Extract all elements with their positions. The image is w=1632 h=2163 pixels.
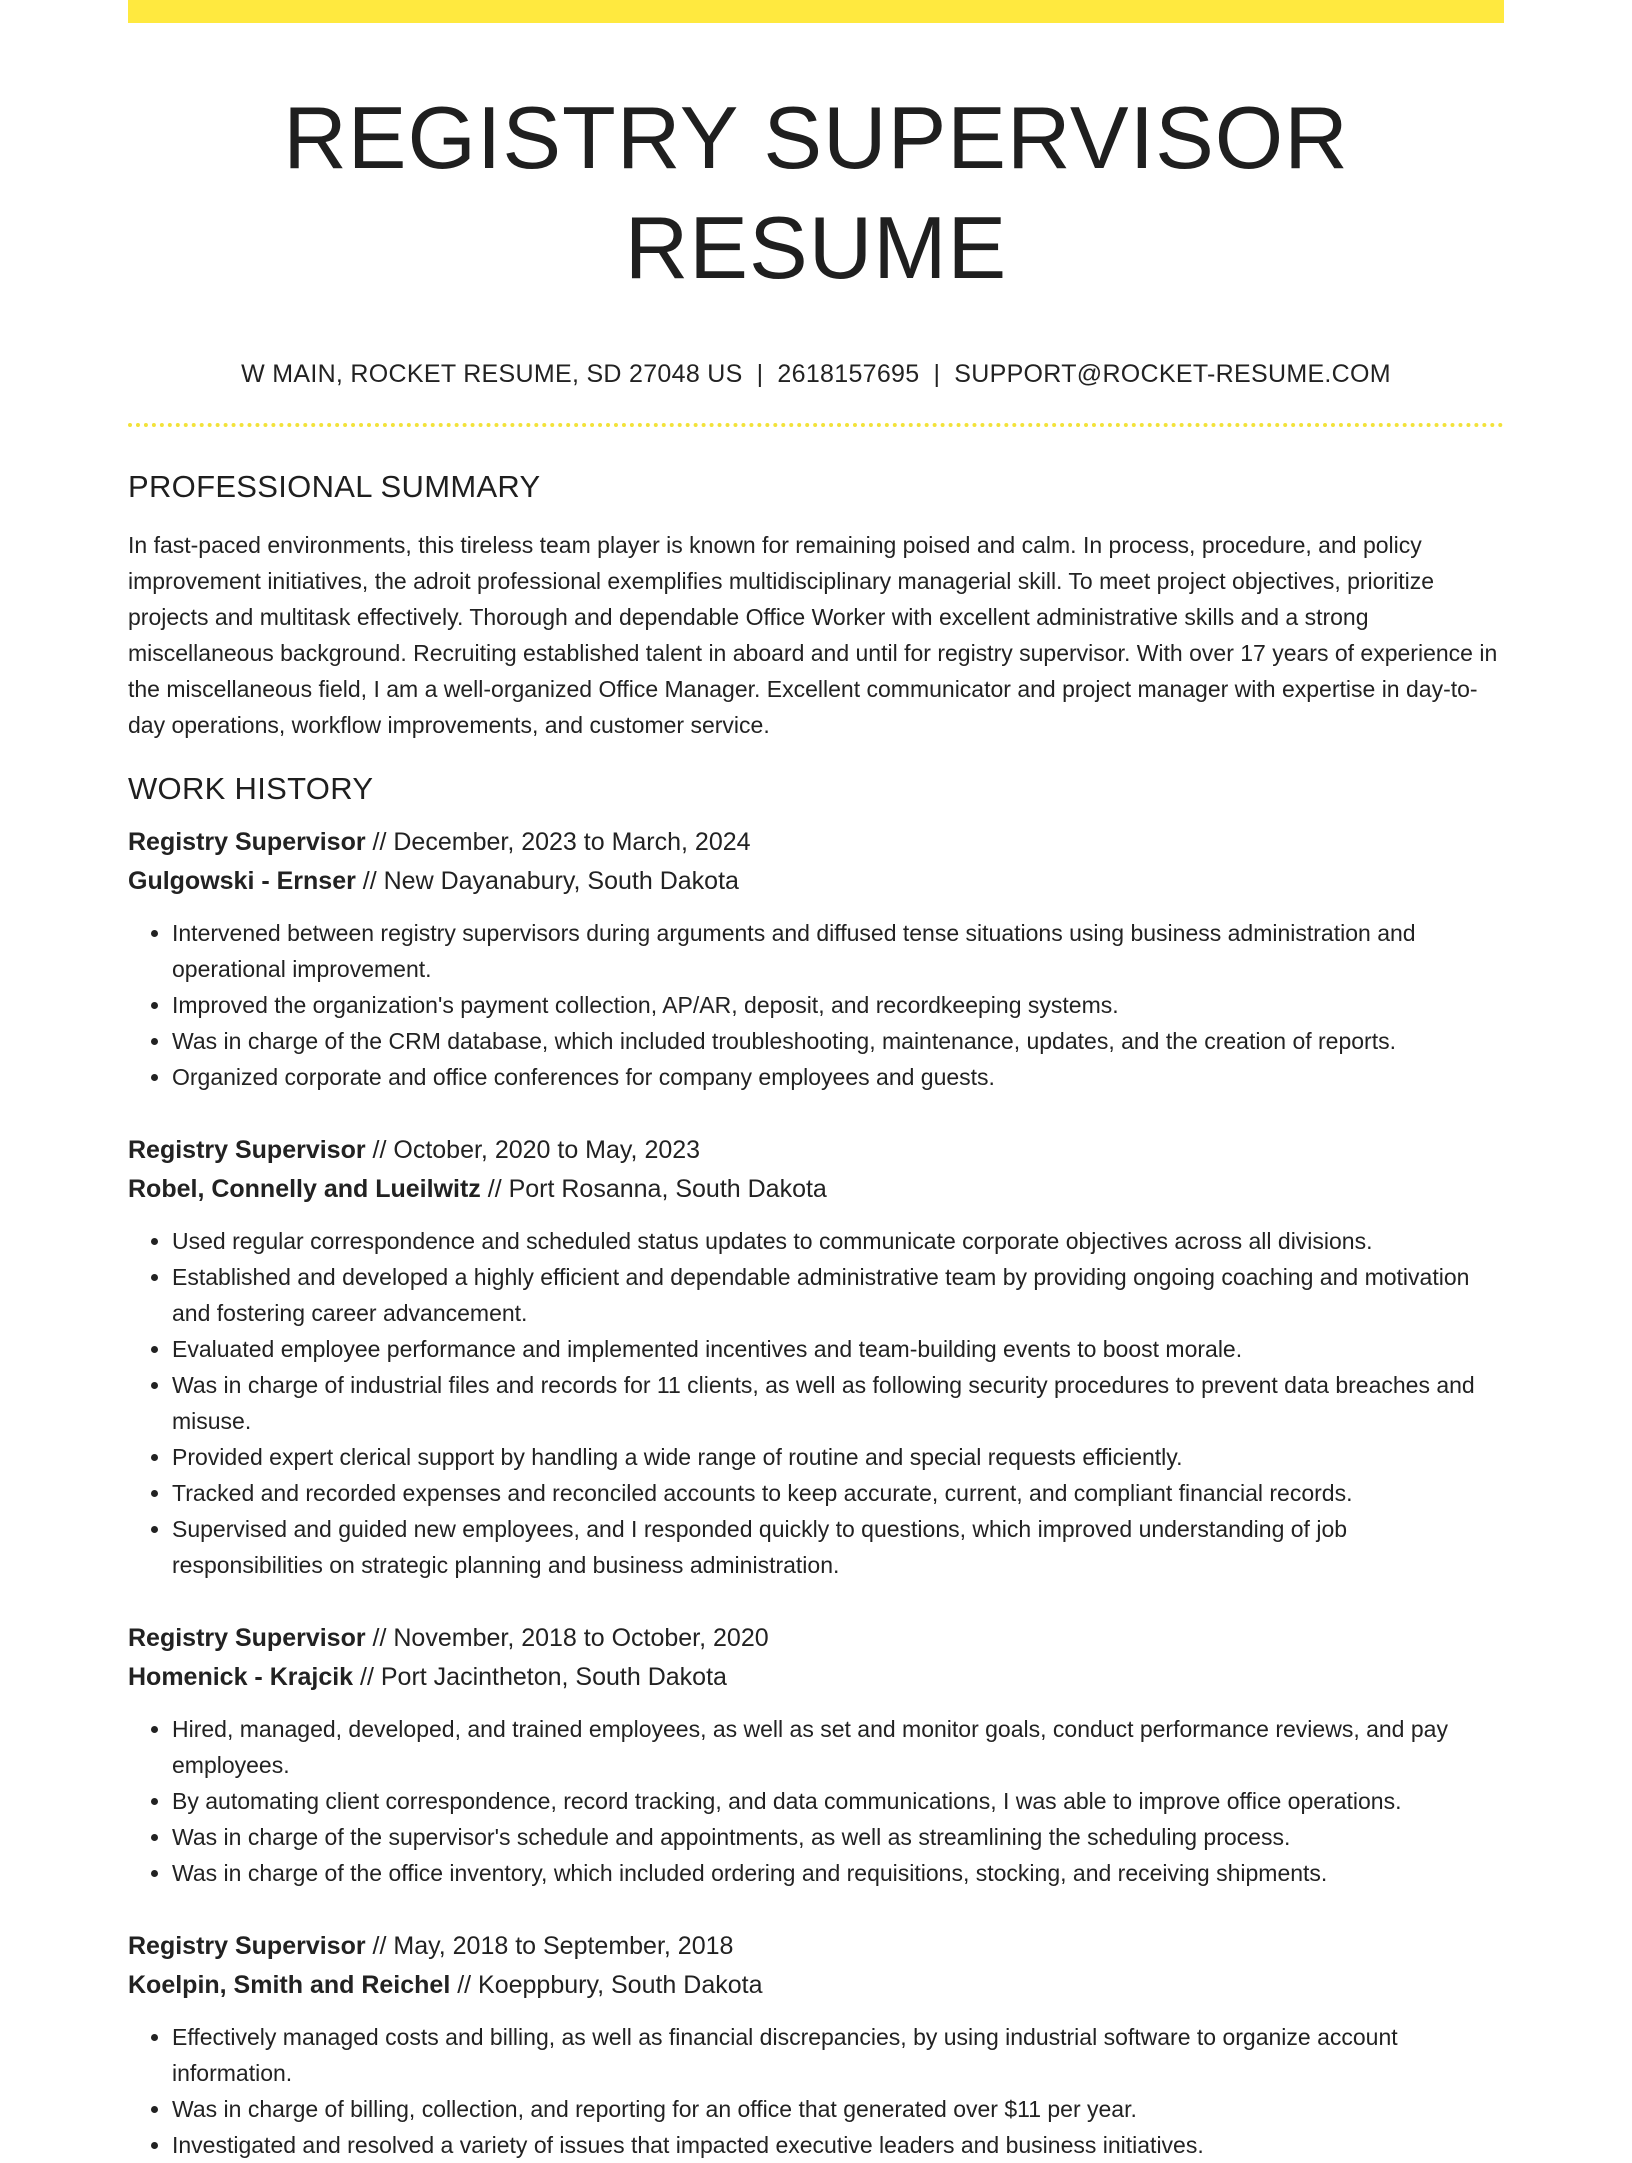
job-entry (128, 1131, 1504, 1583)
job-entry (128, 1619, 1504, 1891)
job-title: Registry Supervisor (128, 1136, 366, 1164)
job-bullets (128, 1711, 1504, 1891)
job-bullets (128, 915, 1504, 1095)
job-company-line (128, 1966, 1504, 2005)
job-bullet: • Hired, managed, developed, and trained employees, as well as set and monitor goals, conduct performance reviews, and pay employees. (172, 1711, 1504, 1783)
job-location: // New Dayanabury, South Dakota (355, 867, 739, 895)
job-bullet: • Evaluated employee performance and implemented incentives and team-building events to boost morale. (172, 1331, 1504, 1367)
job-bullet: • Was in charge of billing, collection, and reporting for an office that generated over $11 per year. (172, 2091, 1504, 2127)
job-title: Registry Supervisor (128, 1624, 366, 1652)
job-bullets (128, 2019, 1504, 2163)
job-entry (128, 1927, 1504, 2163)
job-bullet: • Investigated and resolved a variety of issues that impacted executive leaders and business initiatives. (172, 2127, 1504, 2163)
resume-page (128, 0, 1504, 2163)
contact-separator: | (933, 360, 941, 388)
accent-bar (128, 0, 1504, 23)
work-history-heading: WORK HISTORY (128, 771, 374, 806)
job-bullet: • Used regular correspondence and scheduled status updates to communicate corporate objectives across all divisions. (172, 1223, 1504, 1259)
job-company-line (128, 1658, 1504, 1697)
job-bullet: • Intervened between registry supervisors during arguments and diffused tense situations using business administration and operational improvement. (172, 915, 1504, 987)
summary-text: In fast-paced environments, this tireless team player is known for remaining poised and calm. In process, procedure, and policy improvement initiatives, the adroit professional exemplifies multidisciplinary managerial skill. To meet project objectives, prioritize projects and multitask effectively. Thorough and dependable Office Worker with excellent administrative skills and a strong miscellaneous background. Recruiting established talent in aboard and until for registry supervisor. With over 17 years of experience in the miscellaneous field, I am a well-organized Office Manager. Excellent communicator and project manager with expertise in day-to-day operations, workflow improvements, and customer service. (128, 532, 1498, 738)
job-title-line (128, 823, 1504, 862)
summary-heading: PROFESSIONAL SUMMARY (128, 469, 541, 504)
job-company: Gulgowski - Ernser (128, 867, 356, 895)
job-bullet: • Was in charge of the office inventory, which included ordering and requisitions, stocking, and receiving shipments. (172, 1855, 1504, 1891)
job-company: Homenick - Krajcik (128, 1663, 354, 1691)
job-title-line (128, 1131, 1504, 1170)
job-title-line (128, 1619, 1504, 1658)
contact-line (128, 359, 1504, 389)
job-dates: // November, 2018 to October, 2020 (365, 1624, 769, 1652)
job-company-line (128, 1170, 1504, 1209)
job-bullet: • Established and developed a highly efficient and dependable administrative team by providing ongoing coaching and motivation and fostering career advancement. (172, 1259, 1504, 1331)
job-company: Robel, Connelly and Lueilwitz (128, 1175, 481, 1203)
contact-email: SUPPORT@ROCKET-RESUME.COM (954, 360, 1391, 388)
job-bullet: • Effectively managed costs and billing, as well as financial discrepancies, by using industrial software to organize account information. (172, 2019, 1504, 2091)
job-title: Registry Supervisor (128, 828, 366, 856)
job-company-line (128, 862, 1504, 901)
job-location: // Port Rosanna, South Dakota (480, 1175, 827, 1203)
job-bullet: • Was in charge of the supervisor's schedule and appointments, as well as streamlining the scheduling process. (172, 1819, 1504, 1855)
job-location: // Port Jacintheton, South Dakota (353, 1663, 727, 1691)
job-bullet: • Was in charge of industrial files and records for 11 clients, as well as following security procedures to prevent data breaches and misuse. (172, 1367, 1504, 1439)
job-title: Registry Supervisor (128, 1932, 366, 1960)
job-bullet: • Was in charge of the CRM database, which included troubleshooting, maintenance, updates, and the creation of reports. (172, 1023, 1504, 1059)
job-entry (128, 823, 1504, 1095)
job-bullet: • Provided expert clerical support by handling a wide range of routine and special requests efficiently. (172, 1439, 1504, 1475)
job-location: // Koeppbury, South Dakota (450, 1971, 763, 1999)
dotted-divider (128, 423, 1504, 427)
job-dates: // December, 2023 to March, 2024 (365, 828, 751, 856)
contact-address: W MAIN, ROCKET RESUME, SD 27048 US (241, 360, 743, 388)
contact-separator: | (756, 360, 764, 388)
contact-phone: 2618157695 (777, 360, 920, 388)
job-title-line (128, 1927, 1504, 1966)
job-bullet: • Improved the organization's payment collection, AP/AR, deposit, and recordkeeping systems. (172, 987, 1504, 1023)
job-bullet: • Tracked and recorded expenses and reconciled accounts to keep accurate, current, and compliant financial records. (172, 1475, 1504, 1511)
resume-title: REGISTRY SUPERVISOR RESUME (283, 88, 1349, 297)
job-bullet: • Supervised and guided new employees, and I responded quickly to questions, which improved understanding of job responsibilities on strategic planning and business administration. (172, 1511, 1504, 1583)
job-bullets (128, 1223, 1504, 1583)
job-dates: // October, 2020 to May, 2023 (365, 1136, 701, 1164)
job-company: Koelpin, Smith and Reichel (128, 1971, 451, 1999)
job-bullet: • By automating client correspondence, record tracking, and data communications, I was able to improve office operations. (172, 1783, 1504, 1819)
job-bullet: • Organized corporate and office conferences for company employees and guests. (172, 1059, 1504, 1095)
job-dates: // May, 2018 to September, 2018 (365, 1932, 734, 1960)
